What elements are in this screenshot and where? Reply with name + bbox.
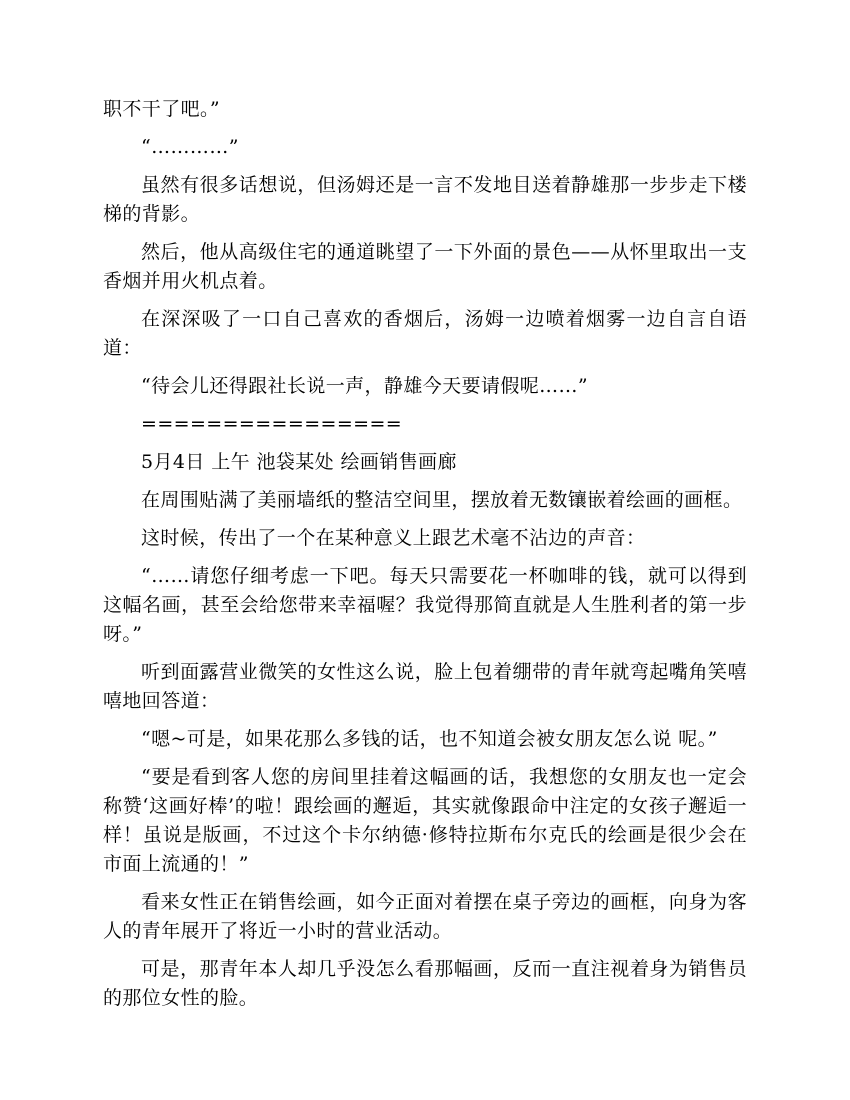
paragraph: 可是，那青年本人却几乎没怎么看那幅画，反而一直注视着身为销售员的那位女性的脸。 xyxy=(103,958,747,1009)
paragraph: 职不干了吧。” xyxy=(103,98,221,120)
paragraph: 然后，他从高级住宅的通道眺望了一下外面的景色——从怀里取出一支香烟并用火机点着。 xyxy=(103,241,747,292)
paragraph: 听到面露营业微笑的女性这么说，脸上包着绷带的青年就弯起嘴角笑嘻嘻地回答道： xyxy=(103,661,747,712)
paragraph: 虽然有很多话想说，但汤姆还是一言不发地目送着静雄那一步步走下楼梯的背影。 xyxy=(103,174,747,225)
paragraph: “要是看到客人您的房间里挂着这幅画的话，我想您的女朋友也一定会称赞‘这画好棒’的啦！跟绘画的邂逅，其实就像跟命中注定的女孩子邂逅一样！虽说是版画，不过这个卡尔纳德·修特拉斯布尔克氏的绘画是很少会在市面上流通的！” xyxy=(103,766,747,875)
paragraph: 这时候，传出了一个在某种意义上跟艺术毫不沾边的声音： xyxy=(141,527,646,549)
paragraph: 看来女性正在销售绘画，如今正面对着摆在桌子旁边的画框，向身为客人的青年展开了将近一小时的营业活动。 xyxy=(103,891,747,942)
paragraph: “待会儿还得跟社长说一声，静雄今天要请假呢……” xyxy=(141,375,589,397)
paragraph: “……请您仔细考虑一下吧。每天只需要花一杯咖啡的钱，就可以得到这幅名画，甚至会给您带来幸福喔？我觉得那简直就是人生胜利者的第一步呀。” xyxy=(103,565,747,645)
section-divider: ================ xyxy=(141,413,403,435)
paragraph: 在深深吸了一口自己喜欢的香烟后，汤姆一边喷着烟雾一边自言自语道： xyxy=(103,308,747,359)
paragraph: “…………” xyxy=(141,136,239,158)
paragraph: “嗯~可是，如果花那么多钱的话，也不知道会被女朋友怎么说 呢。” xyxy=(141,728,718,750)
paragraph: 在周围贴满了美丽墙纸的整洁空间里，摆放着无数镶嵌着绘画的画框。 xyxy=(141,489,743,511)
scene-heading: 5月4日 上午 池袋某处 绘画销售画廊 xyxy=(141,451,457,473)
